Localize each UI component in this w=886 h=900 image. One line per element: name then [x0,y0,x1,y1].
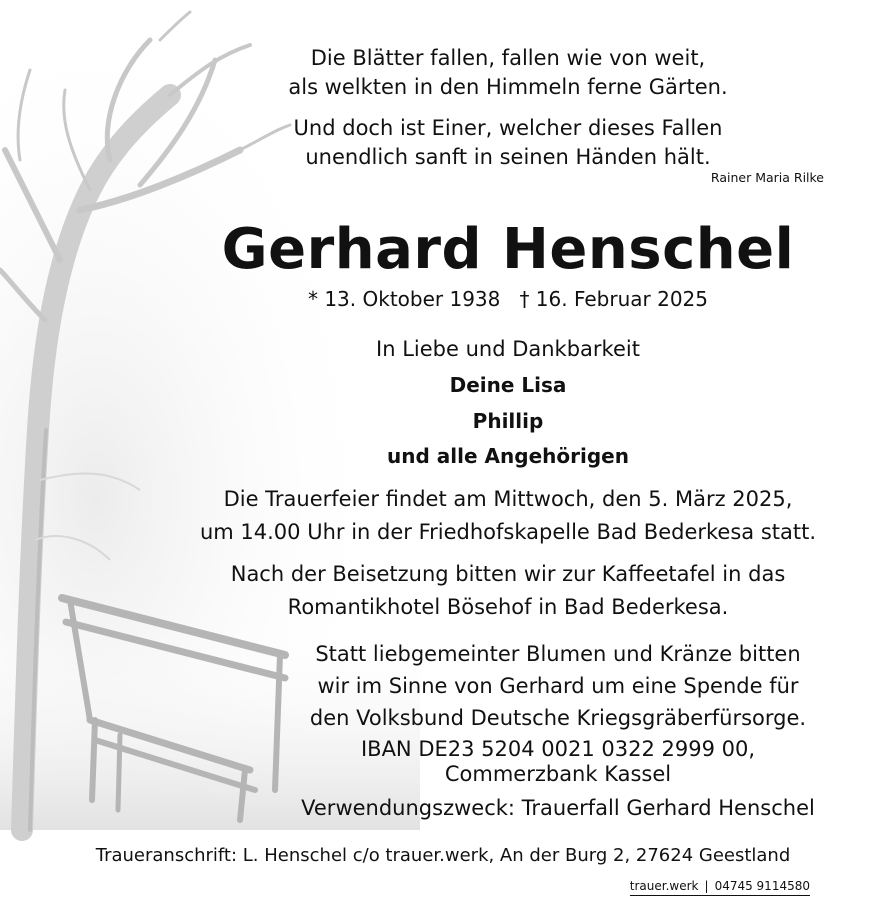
publisher-phone: 04745 9114580 [714,879,810,893]
mourners-intro: In Liebe und Dankbarkeit [376,337,640,361]
mourner-name: Deine Lisa [449,373,567,397]
poem-line: Und doch ist Einer, welcher dieses Fallen [293,116,723,140]
mourner-name: und alle Angehörigen [387,444,629,468]
reception-line: Romantikhotel Bösehof in Bad Bederkesa. [287,595,729,619]
donation-line: wir im Sinne von Gerhard um eine Spende für [317,674,799,698]
mourning-address: Traueranschrift: L. Henschel c/o trauer.werk, An der Burg 2, 27624 Geestland [95,845,791,866]
poem-stanza-1 [0,44,886,102]
poem-line: als welkten in den Himmeln ferne Gärten. [288,75,728,99]
reception-line: Nach der Beisetzung bitten wir zur Kaffeetafel in das [230,562,786,586]
bank-name: Commerzbank Kassel [444,762,672,786]
donation-info [0,638,886,734]
poem-stanza-2 [0,114,886,172]
publisher-footer [630,879,810,896]
service-line: Die Trauerfeier findet am Mittwoch, den 5. März 2025, [223,487,793,511]
poem-author: Rainer Maria Rilke [710,170,824,185]
poem-line: Die Blätter fallen, fallen wie von weit, [310,46,706,70]
publisher-brand: trauer.werk [629,879,699,893]
poem-line: unendlich sanft in seinen Händen hält. [305,145,711,169]
donation-bank [0,737,886,787]
footer-separator: | [704,879,709,893]
donation-line: Statt liebgemeinter Blumen und Kränze bitten [315,642,801,666]
deceased-name: Gerhard Henschel [221,217,795,282]
service-line: um 14.00 Uhr in der Friedhofskapelle Bad Bederkesa statt. [199,520,817,544]
donation-purpose: Verwendungszweck: Trauerfall Gerhard Henschel [301,796,815,820]
donation-line: den Volksbund Deutsche Kriegsgräberfürsorge. [309,706,807,730]
reception-info [0,558,886,624]
service-info [0,483,886,549]
life-dates-text: * 13. Oktober 1938 † 16. Februar 2025 [307,287,709,311]
iban: IBAN DE23 5204 0021 0322 2999 00, [360,737,756,761]
mourner-name: Phillip [472,409,544,433]
life-dates [0,287,886,311]
